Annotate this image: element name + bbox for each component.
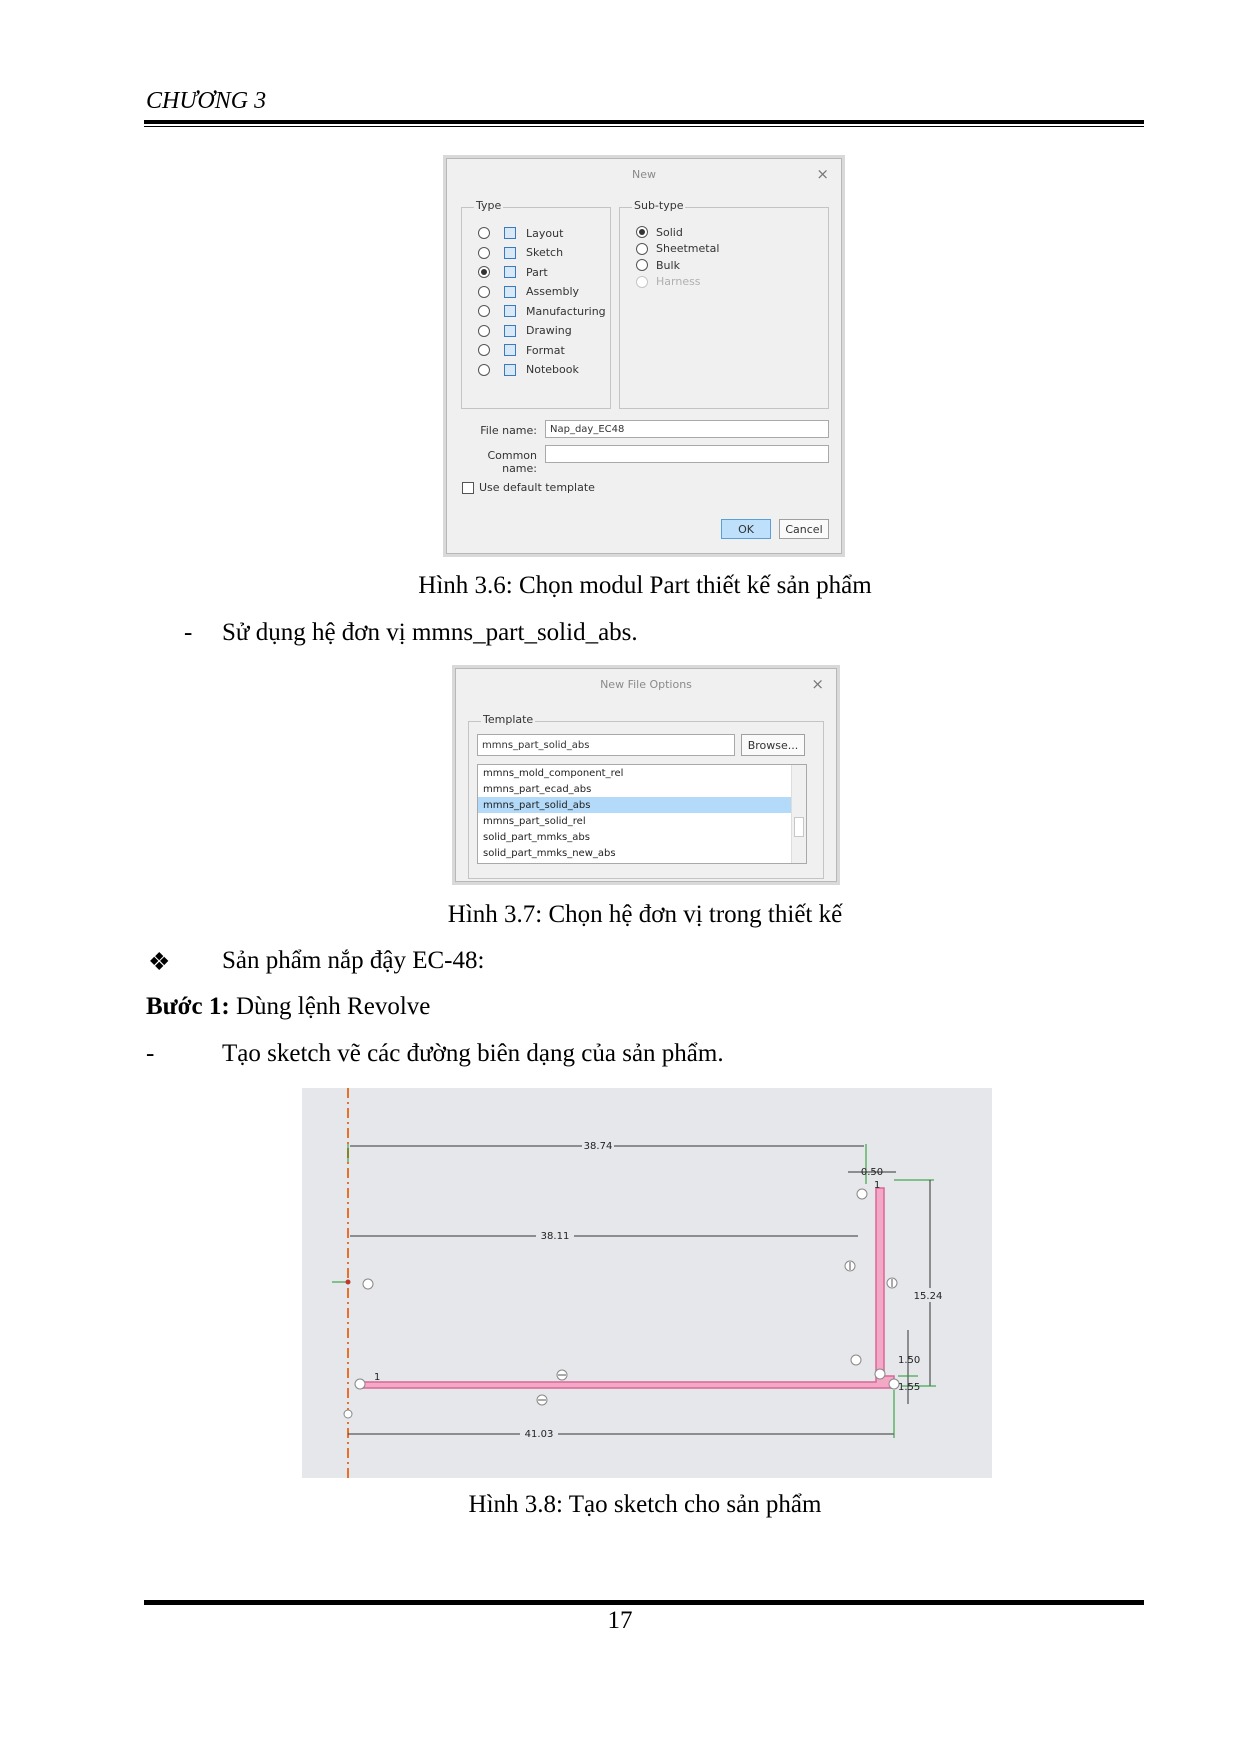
type-option-label: Drawing (526, 324, 572, 337)
axis-point (346, 1280, 351, 1285)
type-option-drawing[interactable] (478, 322, 572, 340)
file-name-label: File name: (480, 424, 537, 437)
constraint-icon (344, 1410, 352, 1418)
subtype-option-sheetmetal[interactable] (636, 241, 719, 257)
subtype-option-label: Bulk (656, 258, 680, 272)
type-option-label: Format (526, 343, 565, 357)
new-file-options-dialog (455, 668, 837, 882)
type-option-label: Sketch (526, 246, 564, 259)
template-legend: Template (483, 713, 534, 726)
constraint-equal-icon (355, 1379, 365, 1389)
header-rule (144, 120, 1144, 124)
manufacturing-icon (504, 305, 516, 317)
assembly-icon (504, 286, 516, 298)
subtype-option-label: Harness (656, 275, 701, 288)
constraint-vertical-icon (851, 1355, 861, 1365)
header-rule-thin (144, 126, 1144, 127)
use-default-template-checkbox[interactable] (462, 482, 474, 494)
type-option-label: Notebook (526, 363, 579, 376)
subtype-group (619, 199, 829, 409)
dim-label: 41.03 (524, 1429, 554, 1440)
subtype-option-bulk[interactable] (636, 257, 680, 273)
footer-rule (144, 1600, 1144, 1605)
radio-button[interactable] (636, 259, 648, 271)
step-label: Bước 1: (146, 993, 230, 1020)
notebook-icon (504, 364, 516, 376)
dialog-title: New File Options (600, 678, 692, 691)
layout-icon (504, 227, 516, 239)
radio-button[interactable] (478, 364, 490, 376)
type-option-part[interactable] (478, 263, 548, 281)
radio-button[interactable] (636, 243, 648, 255)
page-number: 17 (607, 1607, 633, 1634)
radio-button[interactable] (478, 247, 490, 259)
chapter-header: CHƯƠNG 3 (146, 88, 267, 114)
figure-caption-3-8: Hình 3.8: Tạo sketch cho sản phẩm (468, 1491, 822, 1518)
type-option-sketch[interactable] (478, 244, 563, 262)
bullet-text: Sử dụng hệ đơn vị mmns_part_solid_abs. (222, 619, 638, 646)
radio-button[interactable] (478, 325, 490, 337)
use-default-template-label: Use default template (479, 481, 595, 494)
template-group (468, 713, 824, 879)
common-name-field[interactable] (545, 445, 829, 463)
subtype-option-label: Solid (656, 225, 683, 239)
sketch-drawing (302, 1088, 992, 1478)
bullet-text: Tạo sketch vẽ các đường biên dạng của sản phẩm. (222, 1040, 724, 1067)
product-heading: Sản phẩm nắp đậy EC-48: (222, 947, 485, 974)
list-item[interactable]: solid_part_mmks_abs (483, 831, 590, 843)
constraint-equal-icon (857, 1189, 867, 1199)
file-name-field[interactable]: Nap_day_EC48 (545, 420, 829, 438)
bullet-marker: - (184, 619, 193, 646)
close-icon[interactable]: × (816, 165, 829, 183)
type-option-label: Layout (526, 226, 564, 240)
radio-button[interactable] (478, 286, 490, 298)
type-option-format[interactable] (478, 341, 565, 359)
list-item[interactable]: mmns_part_solid_abs (478, 797, 806, 813)
radio-button[interactable] (478, 266, 490, 278)
profile-section (358, 1188, 894, 1388)
constraint-icon (363, 1279, 373, 1289)
step-text: Dùng lệnh Revolve (229, 993, 431, 1020)
subtype-option-solid[interactable] (636, 224, 683, 240)
subtype-option-label: Sheetmetal (656, 242, 720, 255)
dim-label: 0.50 (860, 1167, 884, 1178)
type-option-notebook[interactable] (478, 361, 579, 379)
list-item[interactable]: mmns_mold_component_rel (483, 767, 624, 779)
type-group (461, 199, 611, 409)
radio-button[interactable] (636, 226, 648, 238)
new-dialog (446, 158, 842, 554)
dim-label: 38.11 (540, 1231, 570, 1242)
template-input[interactable]: mmns_part_solid_abs (477, 734, 735, 756)
type-option-layout[interactable] (478, 224, 563, 242)
template-list[interactable] (477, 764, 807, 864)
vertex-label: 1 (374, 1372, 381, 1383)
bullet-marker: - (146, 1040, 155, 1067)
radio-button[interactable] (478, 227, 490, 239)
list-item[interactable]: solid_part_mmks_new_abs (483, 847, 616, 859)
part-icon (504, 266, 516, 278)
dim-label: 38.74 (583, 1141, 613, 1152)
type-legend: Type (476, 199, 502, 212)
figure-caption-3-7: Hình 3.7: Chọn hệ đơn vị trong thiết kế (447, 901, 843, 928)
radio-button (636, 276, 648, 288)
step-heading (146, 993, 430, 1021)
radio-button[interactable] (478, 344, 490, 356)
type-option-assembly[interactable] (478, 283, 579, 301)
list-item[interactable]: mmns_part_solid_rel (483, 815, 586, 827)
type-option-label: Part (526, 265, 548, 279)
radio-button[interactable] (478, 305, 490, 317)
type-option-manufacturing[interactable] (478, 302, 606, 320)
cancel-button[interactable]: Cancel (779, 519, 829, 539)
drawing-icon (504, 325, 516, 337)
subtype-legend: Sub-type (634, 199, 684, 212)
dim-label: 1.55 (898, 1382, 921, 1393)
subtype-option-harness (636, 274, 701, 290)
type-option-label: Assembly (526, 285, 580, 298)
list-item[interactable]: mmns_part_ecad_abs (483, 783, 592, 795)
sketch-icon (504, 247, 516, 259)
sketch-canvas (302, 1088, 992, 1478)
close-icon[interactable]: × (811, 675, 824, 693)
figure-caption-3-6: Hình 3.6: Chọn modul Part thiết kế sản phẩm (418, 572, 872, 599)
diamond-bullet-marker: ❖ (148, 949, 171, 976)
scroll-thumb[interactable] (794, 817, 804, 837)
format-icon (504, 344, 516, 356)
common-name-label: Common name: (487, 449, 537, 475)
vertex-label: 1 (874, 1180, 881, 1191)
dim-label: 15.24 (913, 1291, 943, 1302)
type-option-label: Manufacturing (526, 304, 606, 318)
ok-button[interactable]: OK (721, 519, 771, 539)
dialog-title: New (632, 168, 656, 181)
browse-button[interactable]: Browse... (741, 734, 805, 756)
dialog-titlebar (447, 159, 841, 189)
dialog-titlebar (456, 669, 836, 699)
constraint-horizontal-icon (875, 1369, 885, 1379)
dim-label: 1.50 (898, 1355, 921, 1366)
list-scrollbar[interactable] (791, 765, 806, 863)
